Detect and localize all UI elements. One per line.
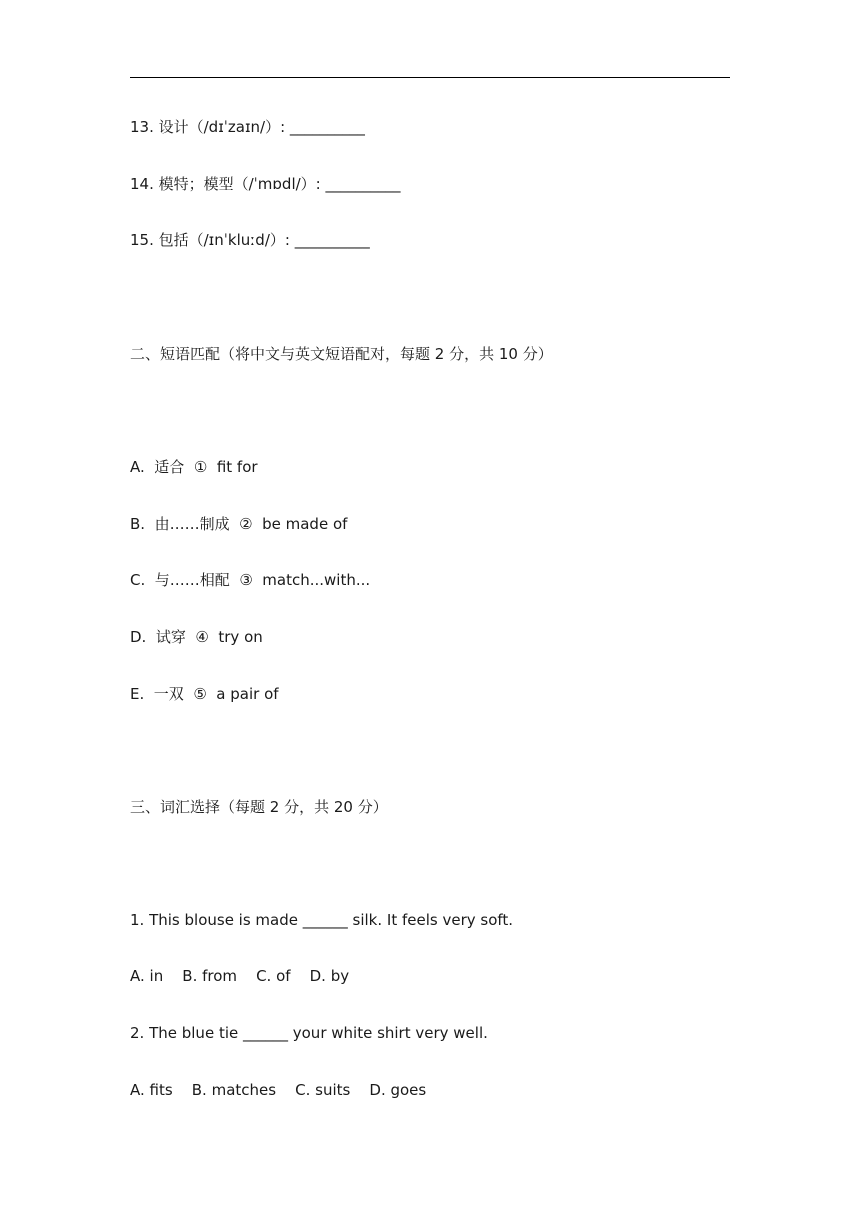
match-item-a: A. 适合 ① fit for	[130, 458, 258, 476]
vocab-item-15: 15. 包括（/ɪnˈkluːd/）: __________	[130, 231, 370, 249]
section-3-heading: 三、词汇选择（每题 2 分，共 20 分）	[130, 798, 388, 816]
section-2-heading: 二、短语匹配（将中文与英文短语配对，每题 2 分，共 10 分）	[130, 345, 553, 363]
question-2-stem: 2. The blue tie ______ your white shirt very well.	[130, 1024, 488, 1042]
match-item-c: C. 与……相配 ③ match...with...	[130, 571, 371, 589]
question-2-options: A. fits B. matches C. suits D. goes	[130, 1081, 427, 1099]
match-item-d: D. 试穿 ④ try on	[130, 628, 263, 646]
question-1-stem: 1. This blouse is made ______ silk. It feels very soft.	[130, 911, 514, 929]
match-item-e: E. 一双 ⑤ a pair of	[130, 685, 279, 703]
match-item-b: B. 由……制成 ② be made of	[130, 515, 348, 533]
vocab-item-14: 14. 模特；模型（/ˈmɒdl/）: __________	[130, 175, 401, 193]
header-rule	[130, 77, 730, 78]
question-1-options: A. in B. from C. of D. by	[130, 967, 350, 985]
vocab-item-13: 13. 设计（/dɪˈzaɪn/）: __________	[130, 118, 365, 136]
